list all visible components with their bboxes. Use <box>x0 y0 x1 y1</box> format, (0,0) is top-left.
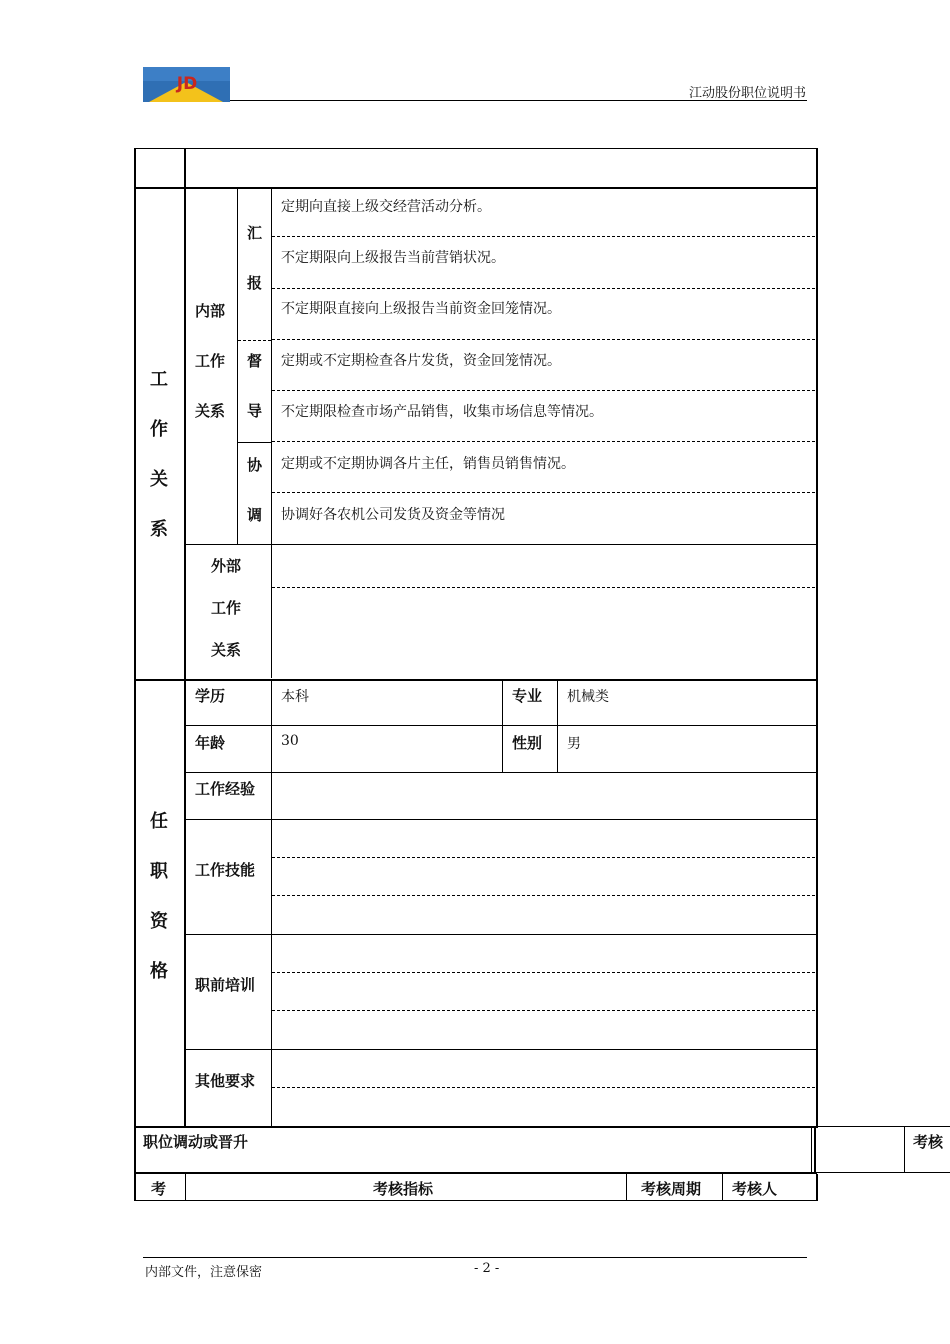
section-work-relations-char-1: 工 <box>150 369 168 390</box>
education-label: 学历 <box>195 687 226 705</box>
coord-label-2: 调 <box>247 506 263 524</box>
section-qualifications-char-2: 职 <box>150 861 168 882</box>
external-label-2: 工作 <box>211 599 242 617</box>
external-label-1: 外部 <box>211 557 242 575</box>
internal-label-2: 工作 <box>195 352 226 370</box>
transfer-label: 职位调动或晋升 <box>143 1133 249 1151</box>
experience-label: 工作经验 <box>195 780 256 798</box>
company-logo <box>143 67 230 102</box>
logo-text: JD <box>176 74 198 94</box>
age-label: 年龄 <box>195 734 226 752</box>
report-item-1: 定期向直接上级交经营活动分析。 <box>281 199 491 215</box>
internal-label-3: 关系 <box>195 402 226 420</box>
section-qualifications-char-1: 任 <box>150 811 168 832</box>
report-item-3: 不定期限直接向上级报告当前资金回笼情况。 <box>281 301 561 317</box>
major-value: 机械类 <box>567 689 609 705</box>
training-label: 职前培训 <box>195 976 256 994</box>
person-header: 考核人 <box>732 1180 778 1198</box>
confidential-notice: 内部文件，注意保密 <box>145 1265 263 1280</box>
section-qualifications-char-4: 格 <box>150 961 168 982</box>
section-work-relations-char-2: 作 <box>150 419 168 440</box>
supervise-label-2: 导 <box>247 402 263 420</box>
document-title: 江动股份职位说明书 <box>688 86 806 101</box>
external-label-3: 关系 <box>211 641 242 659</box>
footer-rule <box>143 1257 807 1258</box>
other-requirements-label: 其他要求 <box>195 1072 256 1090</box>
gender-label: 性别 <box>512 734 543 752</box>
major-label: 专业 <box>512 687 543 705</box>
section-work-relations-char-4: 系 <box>150 519 168 540</box>
assessment-label: 考 <box>151 1180 167 1198</box>
education-value: 本科 <box>281 689 309 705</box>
indicator-header: 考核指标 <box>373 1180 434 1198</box>
coord-label-1: 协 <box>247 456 263 474</box>
appraiser-label: 考核 <box>913 1133 944 1151</box>
section-work-relations-char-3: 关 <box>150 469 168 490</box>
page-number: - 2 - <box>474 1261 500 1276</box>
supervise-item-1: 定期或不定期检查各片发货，资金回笼情况。 <box>281 353 561 369</box>
coord-item-2: 协调好各农机公司发货及资金等情况 <box>281 507 505 523</box>
section-qualifications-char-3: 资 <box>150 911 168 932</box>
report-item-2: 不定期限向上级报告当前营销状况。 <box>281 250 505 266</box>
report-label-1: 汇 <box>247 224 263 242</box>
internal-label-1: 内部 <box>195 302 226 320</box>
supervise-item-2: 不定期限检查市场产品销售，收集市场信息等情况。 <box>281 404 603 420</box>
supervise-label-1: 督 <box>247 352 263 370</box>
gender-value: 男 <box>567 736 581 752</box>
period-header: 考核周期 <box>641 1180 702 1198</box>
report-label-2: 报 <box>247 274 263 292</box>
coord-item-1: 定期或不定期协调各片主任，销售员销售情况。 <box>281 456 575 472</box>
age-value: 30 <box>281 733 299 749</box>
skills-label: 工作技能 <box>195 861 256 879</box>
